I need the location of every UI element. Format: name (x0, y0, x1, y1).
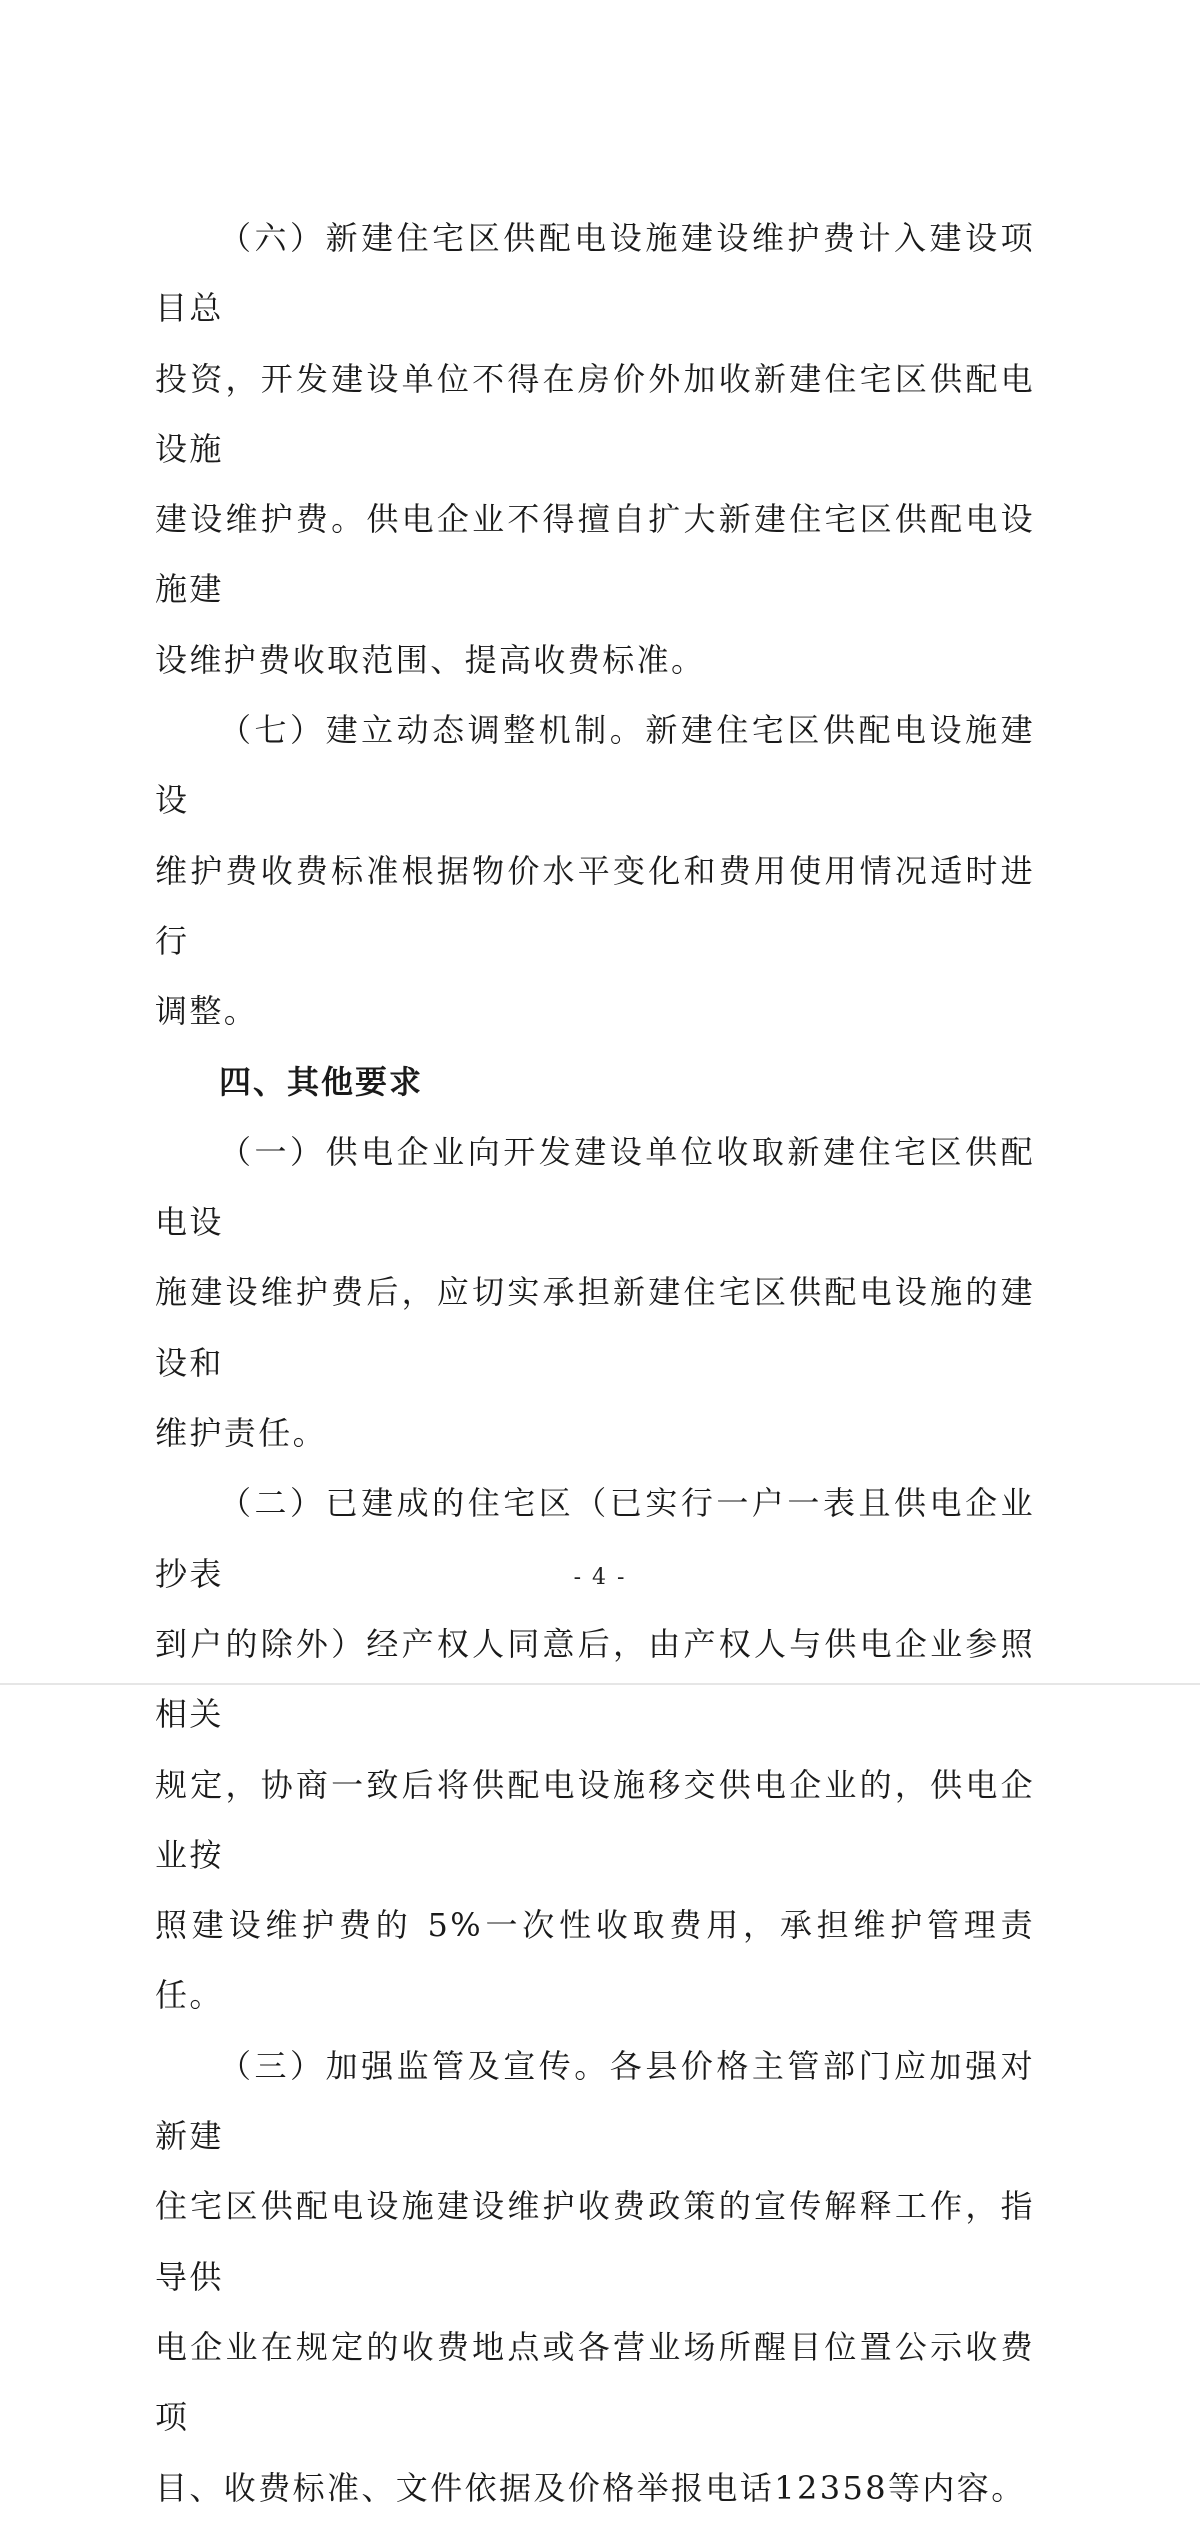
paragraph-six: （六）新建住宅区供配电设施建设维护费计入建设项目总 投资，开发建设单位不得在房价外加收新建住宅区供配电设施 建设维护费。供电企业不得擅自扩大新建住宅区供配电设施建 设维护费收取范围、提高收费标准。 (155, 219, 1035, 679)
paragraph-two: （二）已建成的住宅区（已实行一户一表且供电企业抄表 到户的除外）经产权人同意后，由产权人与供电企业参照相关 规定，协商一致后将供配电设施移交供电企业的，供电企业按 照建设维护费的 5%一次性收取费用，承担维护管理责任。 (155, 1484, 1035, 2015)
section-heading-other-requirements: 四、其他要求 (219, 1062, 424, 1101)
paragraph-three: （三）加强监管及宣传。各县价格主管部门应加强对新建 住宅区供配电设施建设维护收费政策的宣传解释工作，指导供 电企业在规定的收费地点或各营业场所醒目位置公示收费项 目、收费标准、文件依据及价格举报电话12358等内容。 (155, 2046, 1035, 2507)
paragraph-seven: （七）建立动态调整机制。新建住宅区供配电设施建设 维护费收费标准根据物价水平变化和费用使用情况适时进行 调整。 (155, 711, 1035, 1031)
page-number: - 4 - (573, 1565, 627, 1590)
document-body (155, 203, 1035, 2523)
scan-bottom-edge (0, 1683, 1200, 1685)
paragraph-one: （一）供电企业向开发建设单位收取新建住宅区供配电设 施建设维护费后，应切实承担新建住宅区供配电设施的建设和 维护责任。 (155, 1132, 1035, 1453)
